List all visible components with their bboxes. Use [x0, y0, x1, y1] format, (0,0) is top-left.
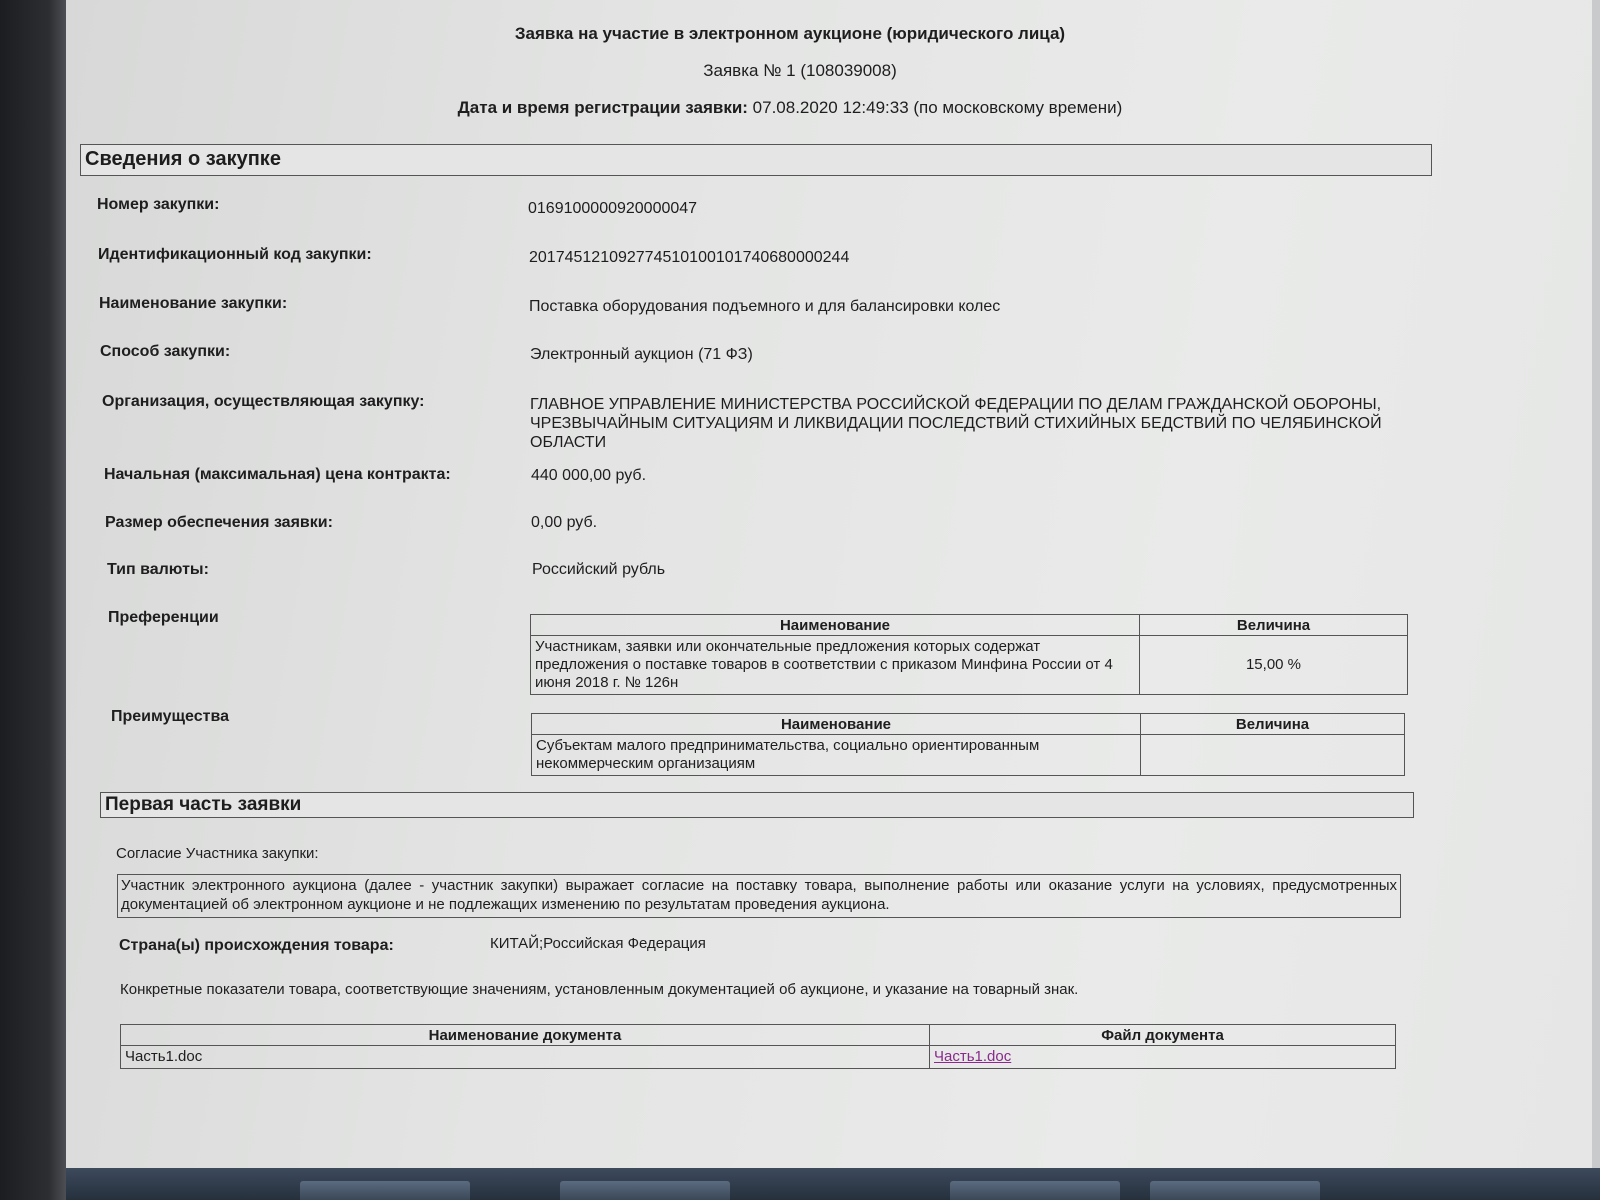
documents-table	[120, 1024, 1396, 1069]
field-value-number: 0169100000920000047	[528, 200, 698, 217]
field-label-id-code: Идентификационный код закупки:	[98, 246, 372, 263]
advantage-value	[1141, 735, 1405, 776]
field-label-name: Наименование закупки:	[99, 295, 288, 312]
preference-value: 15,00 %	[1140, 636, 1408, 695]
preference-name: Участникам, заявки или окончательные предложения которых содержат предложения о поставке товаров в соответствии с приказом Минфина России от 4 июня 2018 г. № 126н	[531, 636, 1140, 695]
field-value-security: 0,00 руб.	[531, 514, 598, 531]
taskbar	[66, 1168, 1600, 1200]
taskbar-button[interactable]	[1150, 1181, 1320, 1200]
field-label-max-price: Начальная (максимальная) цена контракта:	[104, 466, 451, 483]
table-row	[121, 1046, 1396, 1069]
application-number: Заявка № 1 (108039008)	[703, 61, 897, 80]
advantages-col-value: Величина	[1141, 714, 1405, 735]
monitor-bezel	[0, 0, 70, 1200]
field-value-max-price: 440 000,00 руб.	[531, 467, 647, 484]
preferences-table	[530, 614, 1408, 695]
field-label-organization: Организация, осуществляющая закупку:	[102, 393, 425, 410]
taskbar-button[interactable]	[560, 1181, 730, 1200]
preferences-col-name: Наименование	[531, 615, 1140, 636]
preferences-label: Преференции	[108, 609, 219, 626]
consent-label: Согласие Участника закупки:	[116, 845, 319, 862]
page-title: Заявка на участие в электронном аукционе (юридического лица)	[514, 24, 1066, 43]
taskbar-button[interactable]	[950, 1181, 1120, 1200]
taskbar-button[interactable]	[300, 1181, 470, 1200]
table-row	[532, 735, 1405, 776]
field-value-organization: ГЛАВНОЕ УПРАВЛЕНИЕ МИНИСТЕРСТВА РОССИЙСКОЙ ФЕДЕРАЦИИ ПО ДЕЛАМ ГРАЖДАНСКОЙ ОБОРОНЫ, ЧРЕЗВЫЧАЙНЫМ СИТУАЦИЯМ И ЛИКВИДАЦИИ ПОСЛЕДСТВИЙ СТИХИЙНЫХ БЕДСТВИЙ ПО ЧЕЛЯБИНСКОЙ ОБЛАСТИ	[530, 396, 1382, 451]
advantages-table	[531, 713, 1405, 776]
field-value-id-code: 201745121092774510100101740680000244	[529, 249, 850, 266]
field-label-number: Номер закупки:	[97, 196, 220, 213]
document-name: Часть1.doc	[121, 1046, 930, 1069]
section-procurement-header: Сведения о закупке	[80, 144, 1432, 176]
field-label-security: Размер обеспечения заявки:	[105, 514, 333, 531]
country-value: КИТАЙ;Российская Федерация	[490, 935, 706, 952]
field-value-currency: Российский рубль	[532, 561, 666, 578]
advantages-label: Преимущества	[111, 708, 229, 725]
advantage-name: Субъектам малого предпринимательства, социально ориентированным некоммерческим организациям	[532, 735, 1141, 776]
indicators-text: Конкретные показатели товара, соответствующие значениям, установленным документацией об аукционе, и указание на товарный знак.	[120, 981, 1079, 998]
section-part1-header: Первая часть заявки	[100, 792, 1414, 818]
consent-text: Участник электронного аукциона (далее - участник закупки) выражает согласие на поставку товара, выполнение работы или оказание услуги на условиях, предусмотренных документацией об электронном аукционе и не подлежащих изменению по результатам проведения аукциона.	[117, 874, 1401, 918]
table-row	[531, 636, 1408, 695]
field-value-method: Электронный аукцион (71 ФЗ)	[530, 346, 753, 363]
field-label-method: Способ закупки:	[100, 343, 231, 360]
document-file-link[interactable]: Часть1.doc	[934, 1048, 1012, 1065]
registration-datetime	[0, 98, 1590, 118]
registration-label: Дата и время регистрации заявки:	[457, 98, 748, 117]
field-label-currency: Тип валюты:	[107, 561, 209, 578]
preferences-col-value: Величина	[1140, 615, 1408, 636]
registration-value: 07.08.2020 12:49:33 (по московскому времени)	[752, 98, 1123, 117]
country-label: Страна(ы) происхождения товара:	[119, 937, 394, 954]
documents-col-file: Файл документа	[930, 1025, 1396, 1046]
documents-col-name: Наименование документа	[121, 1025, 930, 1046]
document-file-cell	[930, 1046, 1396, 1069]
field-value-name: Поставка оборудования подъемного и для балансировки колес	[529, 298, 1001, 315]
scrollbar[interactable]	[1592, 0, 1600, 1168]
advantages-col-name: Наименование	[532, 714, 1141, 735]
